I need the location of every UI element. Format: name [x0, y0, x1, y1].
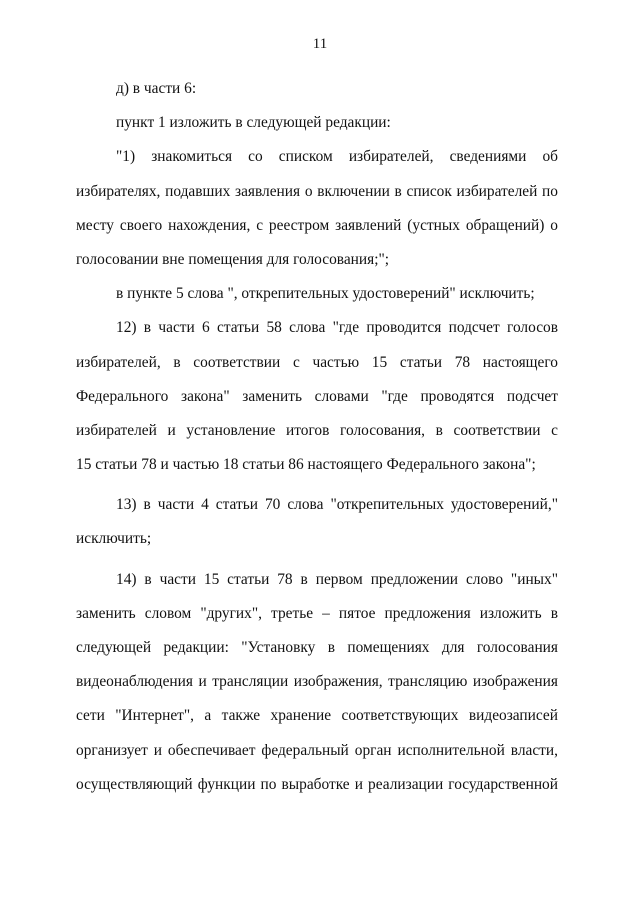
text-line: осуществляющий функции по выработке и реализации государственной — [76, 775, 558, 793]
text-line-item-12: 12) в части 6 статьи 58 слова "где проводится подсчет голосов — [116, 319, 558, 337]
text-line: избирателях, подавших заявления о включении в список избирателей по — [76, 182, 558, 200]
document-body — [76, 72, 558, 802]
text-line: голосовании вне помещения для голосования;"; — [76, 250, 390, 268]
text-line-item-13: 13) в части 4 статьи 70 слова "открепительных удостоверений," — [116, 496, 558, 514]
text-line: Федерального закона" заменить словами "где проводятся подсчет — [76, 387, 558, 405]
text-line: видеонаблюдения и трансляции изображения, трансляцию изображения — [76, 673, 558, 691]
text-line: 15 статьи 78 и частью 18 статьи 86 настоящего Федерального закона"; — [76, 456, 536, 474]
text-line: следующей редакции: "Установку в помещениях для голосования — [76, 639, 558, 656]
text-line: заменить словом "других", третье – пятое предложения изложить в — [76, 604, 558, 622]
page-number: 11 — [312, 36, 328, 52]
text-line: избирателей, в соответствии с частью 15 статьи 78 настоящего — [76, 353, 558, 371]
text-line-point-1-intro: пункт 1 изложить в следующей редакции: — [116, 114, 391, 132]
text-line: организует и обеспечивает федеральный орган исполнительной власти, — [76, 741, 558, 759]
text-line-point-5: в пункте 5 слова ", открепительных удостоверений" исключить; — [116, 285, 535, 303]
text-line: сети "Интернет", а также хранение соответствующих видеозаписей — [76, 707, 558, 725]
text-line: "1) знакомиться со списком избирателей, сведениями об — [116, 148, 558, 166]
text-line-item-14: 14) в части 15 статьи 78 в первом предложении слово "иных" — [116, 570, 558, 588]
text-line: месту своего нахождения, с реестром заявлений (устных обращений) о — [76, 216, 558, 234]
text-line: исключить; — [76, 530, 152, 548]
text-line-subitem-d: д) в части 6: — [116, 80, 197, 97]
text-line: избирателей и установление итогов голосования, в соответствии с — [76, 421, 558, 439]
